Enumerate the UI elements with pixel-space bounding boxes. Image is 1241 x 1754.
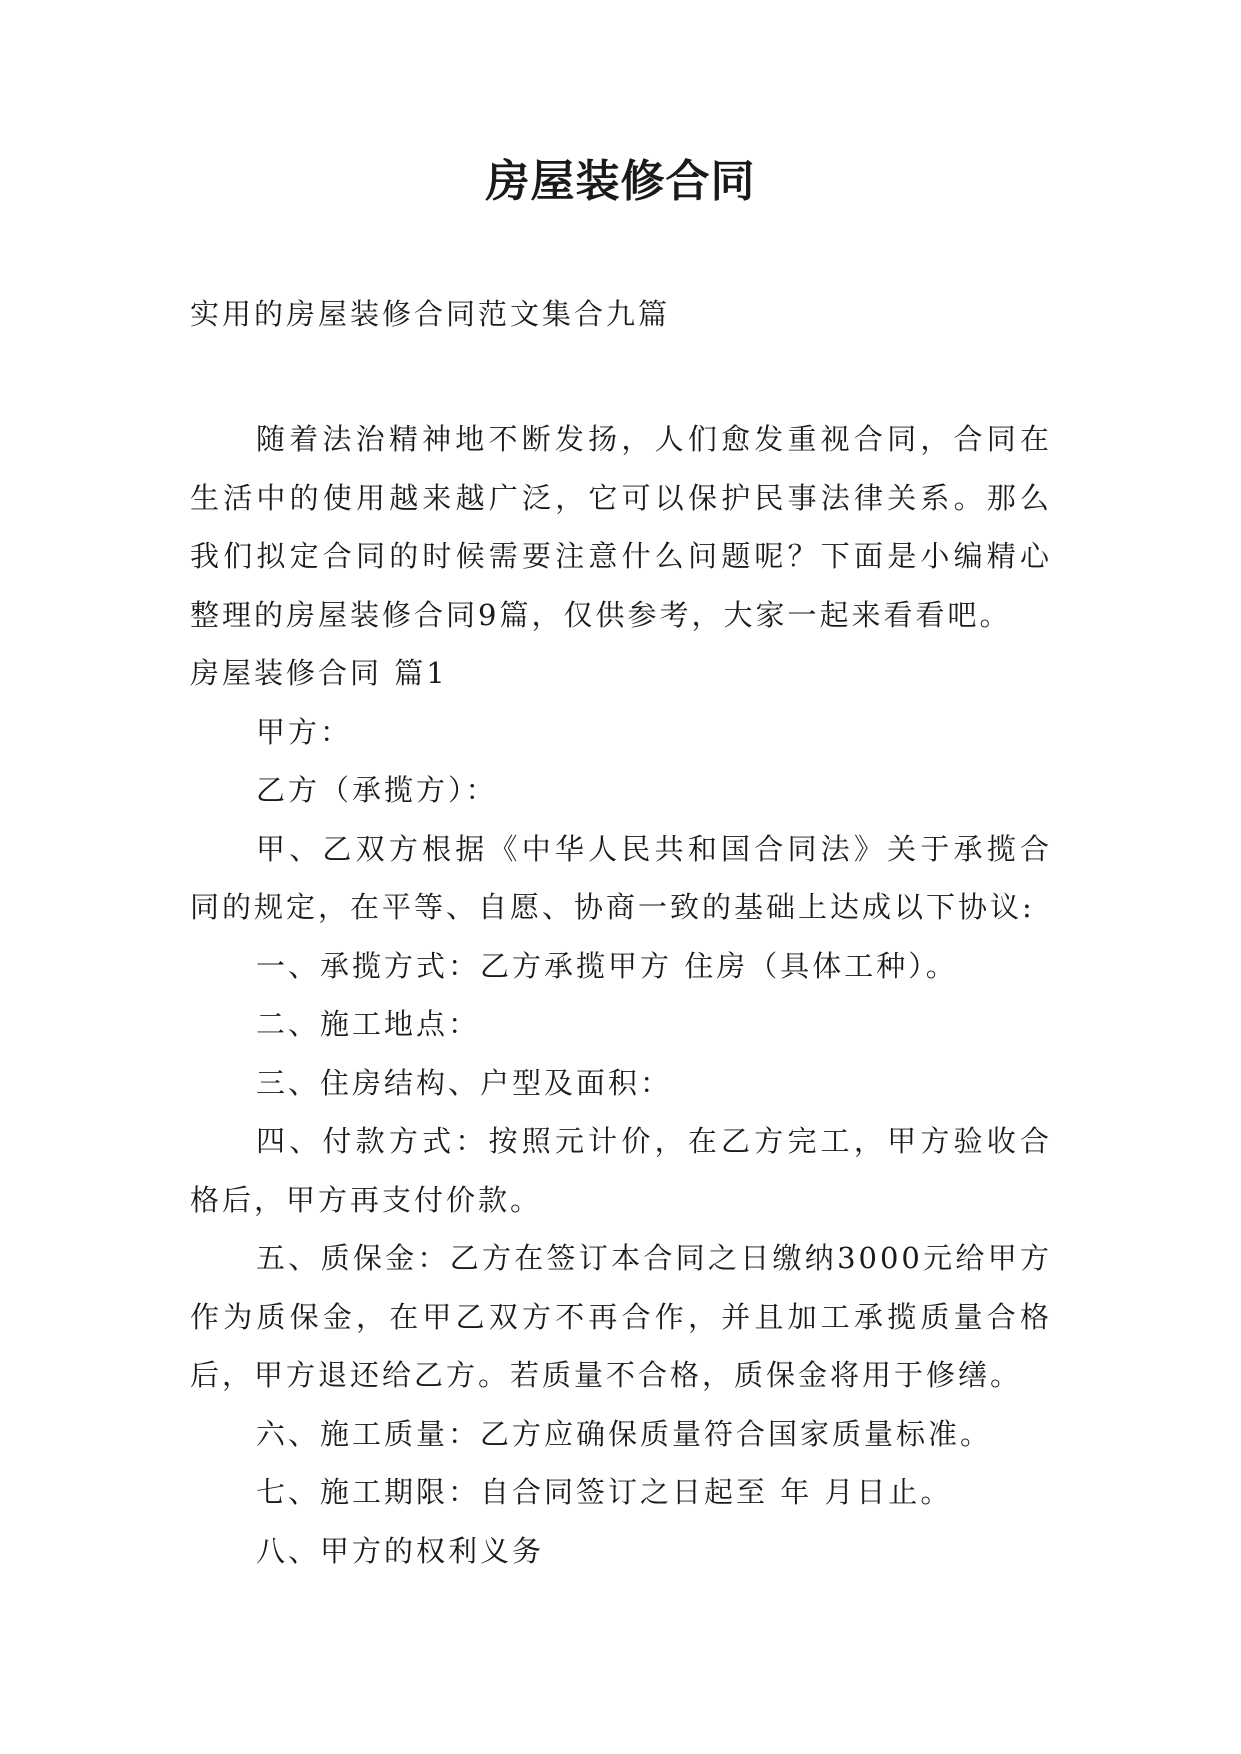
- section-heading: 房屋装修合同 篇1: [190, 656, 448, 690]
- clause-2: 二、施工地点：: [256, 1007, 481, 1041]
- preamble-paragraph: 甲、乙双方根据《中华人民共和国合同法》关于承揽合同的规定，在平等、自愿、协商一致的基础上达成以下协议:: [190, 831, 1052, 924]
- document-title: 房屋装修合同: [485, 156, 756, 207]
- clause-1: 一、承揽方式：乙方承揽甲方 住房（具体工种）。: [256, 948, 958, 983]
- clause-3: 三、住房结构、户型及面积：: [256, 1065, 673, 1100]
- document-body: [190, 410, 1052, 1580]
- clause-8: 八、甲方的权利义务: [256, 1533, 545, 1568]
- party-b-line: 乙方（承揽方）：: [256, 773, 498, 807]
- clause-6: 六、施工质量：乙方应确保质量符合国家质量标准。: [256, 1416, 993, 1451]
- clause-7: 七、施工期限：自合同签订之日起至 年 月日止。: [256, 1475, 953, 1509]
- clause-5: 五、质保金：乙方在签订本合同之日缴纳3000元给甲方作为质保金，在甲乙双方不再合作，并且加工承揽质量合格后，甲方退还给乙方。若质量不合格，质保金将用于修缮。: [190, 1241, 1052, 1392]
- clause-4: 四、付款方式：按照元计价，在乙方完工，甲方验收合格后，甲方再支付价款。: [190, 1124, 1052, 1217]
- party-a-line: 甲方：: [256, 714, 353, 749]
- document-subtitle: 实用的房屋装修合同范文集合九篇: [190, 297, 671, 331]
- intro-paragraph: 随着法治精神地不断发扬，人们愈发重视合同，合同在生活中的使用越来越广泛，它可以保护民事法律关系。那么我们拟定合同的时候需要注意什么问题呢？下面是小编精心整理的房屋装修合同9篇，仅供参考，大家一起来看看吧。: [190, 422, 1052, 632]
